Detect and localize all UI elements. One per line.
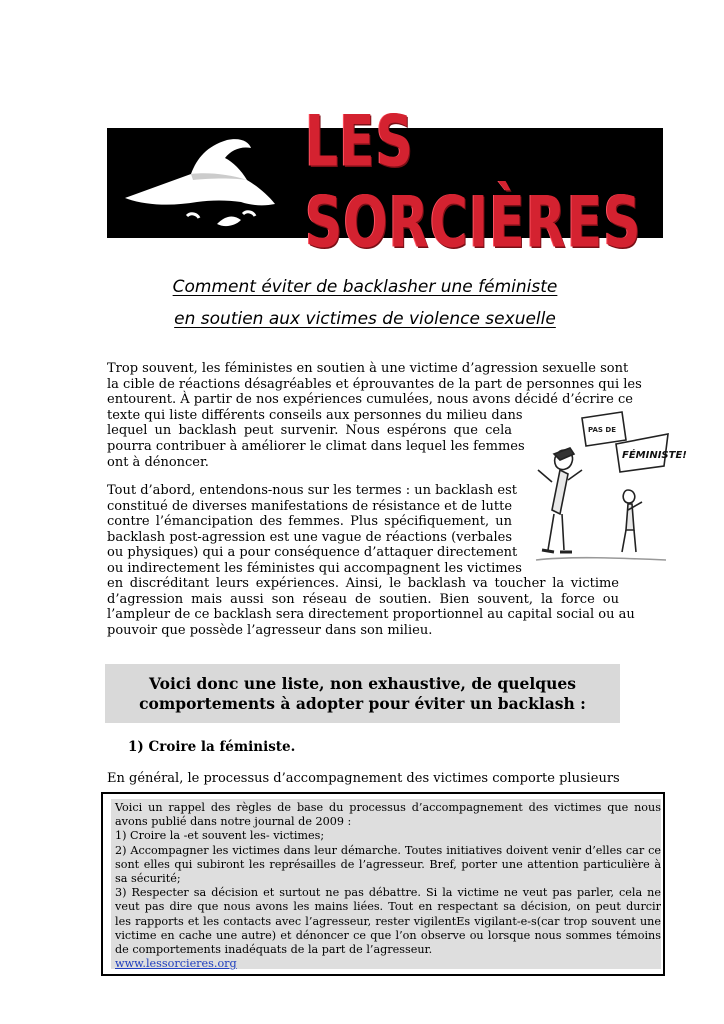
text-line: Trop souvent, les féministes en soutien à une victime d’agression sexuelle sont bbox=[107, 361, 629, 376]
reminder-text bbox=[115, 801, 661, 971]
text-line: pouvoir que possède l’agresseur dans son milieu. bbox=[107, 622, 433, 638]
text-line: avons publié dans notre journal de 2009 : bbox=[115, 815, 352, 829]
text-line: sont elles qui subiront les représailles de l’agresseur. Bref, porter une attention particulière à bbox=[115, 857, 661, 871]
definition-paragraph bbox=[107, 483, 522, 577]
reminder-box bbox=[101, 792, 665, 976]
section-1-paragraph bbox=[107, 771, 619, 787]
reminder-box-background bbox=[111, 799, 661, 969]
text-line: d’agression mais aussi son réseau de soutien. Bien souvent, la force ou bbox=[107, 591, 619, 607]
definition-paragraph-continued bbox=[107, 576, 635, 638]
header-banner bbox=[107, 102, 663, 264]
callout-line-1: Voici donc une liste, non exhaustive, de quelques bbox=[149, 673, 576, 693]
text-line: de comportements inadéquats de la part de l’agresseur. bbox=[115, 943, 433, 957]
text-line: entourent. À partir de nos expériences cumulées, nous avons décidé d’écrire ce bbox=[107, 392, 633, 408]
text-line: la cible de réactions désagréables et éprouvantes de la part de personnes qui les bbox=[107, 376, 642, 392]
text-line: backlash post-agression est une vague de réactions (verbales bbox=[107, 529, 512, 545]
text-line: Voici un rappel des règles de base du processus d’accompagnement des victimes que nous bbox=[115, 801, 661, 814]
text-line: Tout d’abord, entendons-nous sur les termes : un backlash est bbox=[107, 483, 517, 498]
text-line: veut pas dire que nous avons les mains liées. Tout en respectant sa décision, on peut durcir bbox=[115, 900, 661, 914]
text-line: 1) Croire la -et souvent les- victimes; bbox=[115, 829, 325, 843]
svg-text:PAS DE: PAS DE bbox=[588, 426, 616, 434]
text-line: lequel un backlash peut survenir. Nous espérons que cela bbox=[107, 423, 512, 439]
website-link-text[interactable]: www.lessorcieres.org bbox=[115, 957, 237, 971]
text-line: contre l’émancipation des femmes. Plus spécifiquement, un bbox=[107, 514, 512, 530]
banner-title: LES SORCIÈRES bbox=[305, 102, 642, 264]
text-line: En général, le processus d’accompagnement des victimes comporte plusieurs bbox=[107, 771, 620, 786]
text-line: constitué de diverses manifestations de résistance et de lutte bbox=[107, 498, 513, 514]
text-line: victime en cache une autre) et dénoncer ce que l’on observe ou lorsque nous sommes témoins bbox=[115, 928, 661, 942]
article-title-line-1: Comment éviter de backlasher une féministe bbox=[172, 277, 558, 297]
article-title-line-2: en soutien aux victimes de violence sexuelle bbox=[174, 309, 556, 329]
text-line: l’ampleur de ce backlash sera directement proportionnel au capital social ou au bbox=[107, 607, 635, 623]
text-line: en discréditant leurs expériences. Ainsi, le backlash va toucher la victime bbox=[107, 576, 619, 591]
text-line: sa sécurité; bbox=[115, 872, 181, 886]
callout-line-2: comportements à adopter pour éviter un backlash : bbox=[139, 693, 586, 713]
text-line: ou physiques) qui a pour conséquence d’attaquer directement bbox=[107, 545, 518, 561]
text-line: 2) Accompagner les victimes dans leur démarche. Toutes initiatives doivent venir d’elles car ce bbox=[115, 843, 661, 857]
witch-hat-icon bbox=[107, 128, 307, 238]
section-heading-1: 1) Croire la féministe. bbox=[128, 739, 296, 755]
feminist-cartoon-icon bbox=[530, 410, 687, 570]
text-line: ou indirectement les féministes qui accompagnent les victimes bbox=[107, 560, 522, 576]
text-line: les rapports et les contacts avec l’agresseur, rester vigilentEs vigilant-e-s(car trop souvent une bbox=[115, 914, 661, 928]
website-link[interactable] bbox=[115, 957, 661, 971]
text-line: ont à dénoncer. bbox=[107, 454, 209, 470]
text-line: 3) Respecter sa décision et surtout ne pas débattre. Si la victime ne veut pas parler, cela ne bbox=[115, 886, 661, 900]
text-line: pourra contribuer à améliorer le climat dans lequel les femmes bbox=[107, 438, 525, 454]
text-line: texte qui liste différents conseils aux personnes du milieu dans bbox=[107, 407, 523, 423]
cartoon-sign-text: FÉMINISTE! bbox=[622, 450, 687, 461]
callout-box bbox=[105, 664, 620, 723]
